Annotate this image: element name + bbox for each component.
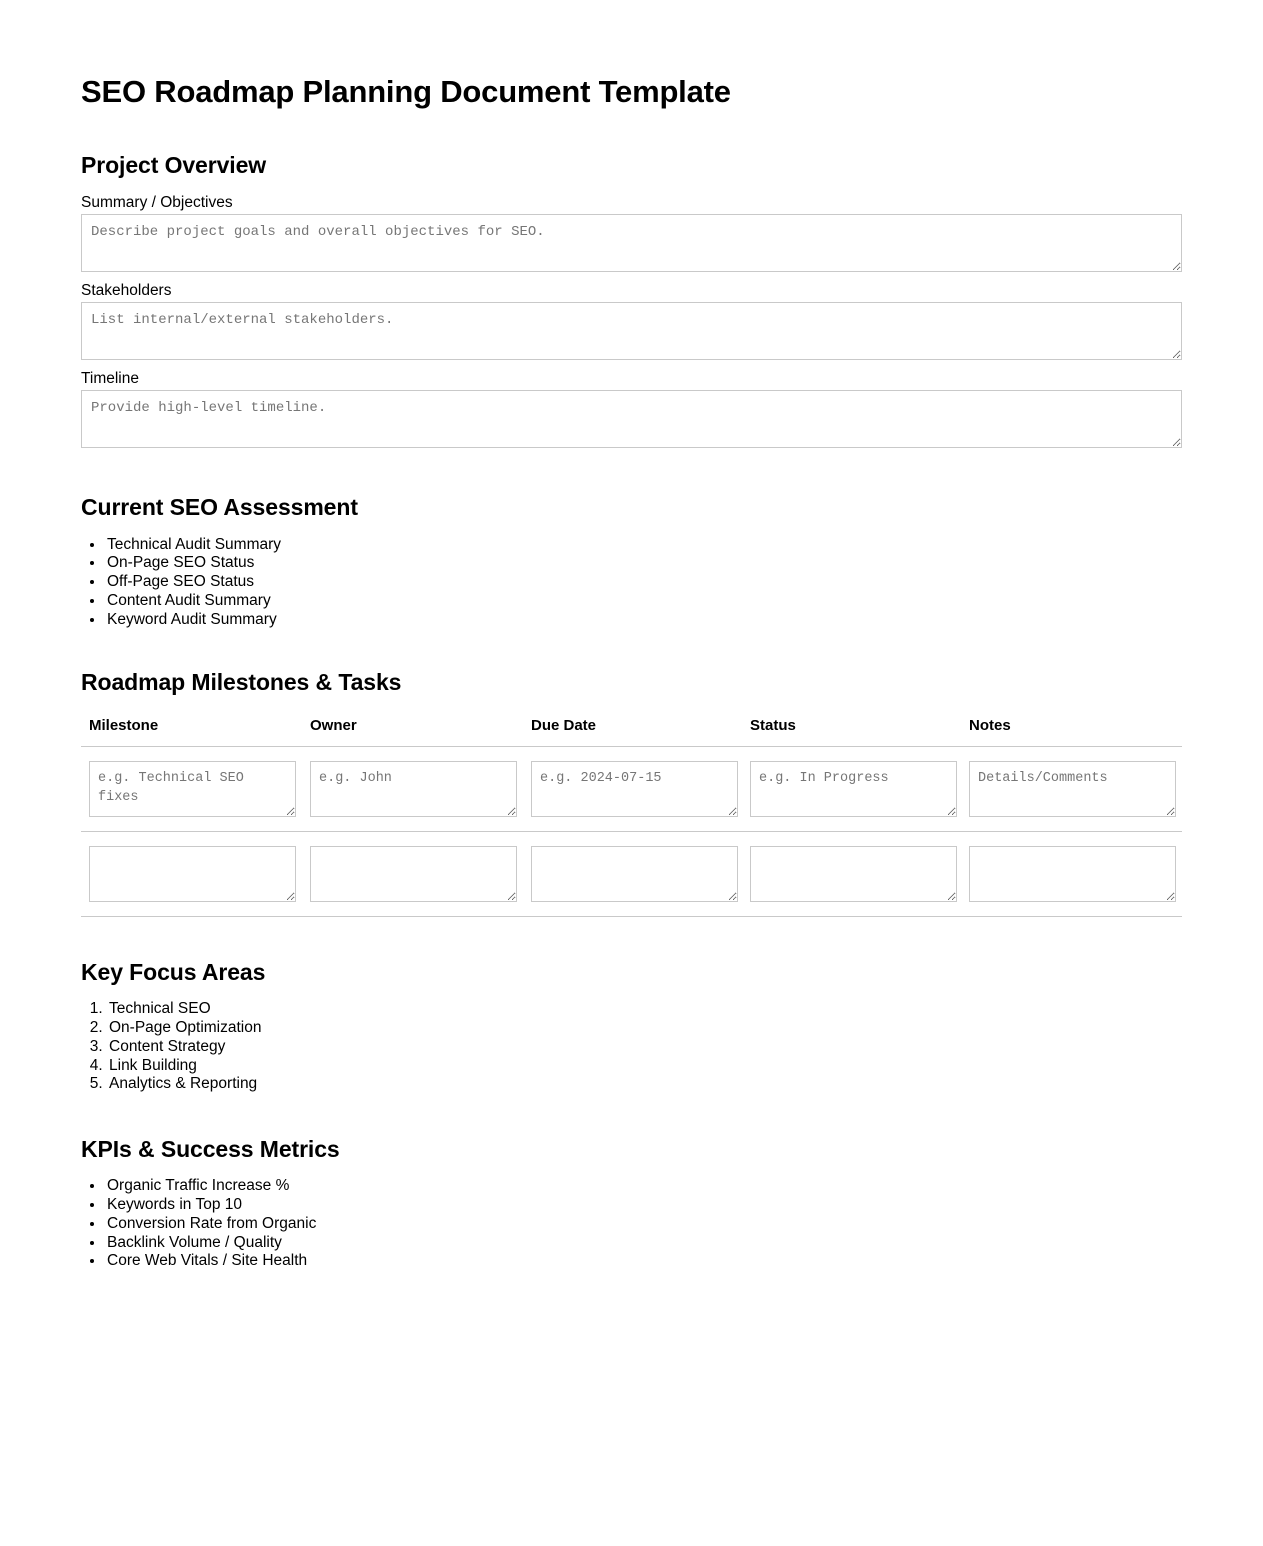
kpis-list [81,1177,1182,1270]
column-header-status: Status [742,711,961,747]
page-title: SEO Roadmap Planning Document Template [81,74,731,109]
table-header-row [81,711,1182,747]
table-cell-notes [961,746,1182,831]
section-heading-roadmap-milestones: Roadmap Milestones & Tasks [81,669,402,695]
table-cell-status [742,831,961,916]
focus-areas-list [81,1000,1182,1093]
list-item: • On-Page SEO Status [105,554,1182,572]
table-cell-owner [302,746,523,831]
column-header-owner: Owner [302,711,523,747]
section-project-overview [81,152,1182,448]
section-heading-key-focus-areas: Key Focus Areas [81,958,266,985]
summary-objectives-input[interactable] [81,214,1182,272]
section-heading-kpis-success-metrics: KPIs & Success Metrics [81,1135,340,1162]
list-item: 5. Analytics & Reporting [107,1075,1182,1093]
section-heading-project-overview: Project Overview [81,151,267,178]
section-kpis-success-metrics [81,1136,1182,1271]
list-item: • Organic Traffic Increase % [105,1177,1182,1195]
column-header-notes: Notes [961,711,1182,747]
notes-input-row1[interactable] [969,761,1176,817]
milestone-input-row1[interactable] [89,761,296,817]
label-timeline: Timeline [81,370,139,388]
list-item: 1. Technical SEO [107,1000,1182,1018]
section-roadmap-milestones [81,669,1182,917]
stakeholders-input[interactable] [81,302,1182,360]
timeline-input[interactable] [81,390,1182,448]
section-current-seo-assessment [81,494,1182,629]
list-item: • Content Audit Summary [105,592,1182,610]
section-key-focus-areas [81,959,1182,1094]
status-input-row2[interactable] [750,846,957,902]
table-cell-due-date [523,831,742,916]
status-input-row1[interactable] [750,761,957,817]
column-header-milestone: Milestone [81,711,302,747]
assessment-list [81,536,1182,629]
table-cell-notes [961,831,1182,916]
table-cell-owner [302,831,523,916]
list-item: 3. Content Strategy [107,1038,1182,1056]
owner-input-row2[interactable] [310,846,517,902]
label-stakeholders: Stakeholders [81,282,172,300]
section-heading-current-seo-assessment: Current SEO Assessment [81,494,358,520]
list-item: 2. On-Page Optimization [107,1019,1182,1037]
list-item: • Technical Audit Summary [105,536,1182,554]
table-cell-due-date [523,746,742,831]
list-item: • Core Web Vitals / Site Health [105,1252,1182,1270]
column-header-due-date: Due Date [523,711,742,747]
milestone-input-row2[interactable] [89,846,296,902]
notes-input-row2[interactable] [969,846,1176,902]
roadmap-table [81,711,1182,917]
table-cell-milestone [81,746,302,831]
label-summary-objectives: Summary / Objectives [81,194,233,212]
list-item: • Backlink Volume / Quality [105,1234,1182,1252]
list-item: • Keyword Audit Summary [105,611,1182,629]
table-cell-milestone [81,831,302,916]
table-row [81,831,1182,916]
list-item: • Off-Page SEO Status [105,573,1182,591]
list-item: 4. Link Building [107,1057,1182,1075]
table-row [81,746,1182,831]
due-date-input-row1[interactable] [531,761,738,817]
owner-input-row1[interactable] [310,761,517,817]
list-item: • Keywords in Top 10 [105,1196,1182,1214]
due-date-input-row2[interactable] [531,846,738,902]
table-cell-status [742,746,961,831]
list-item: • Conversion Rate from Organic [105,1215,1182,1233]
